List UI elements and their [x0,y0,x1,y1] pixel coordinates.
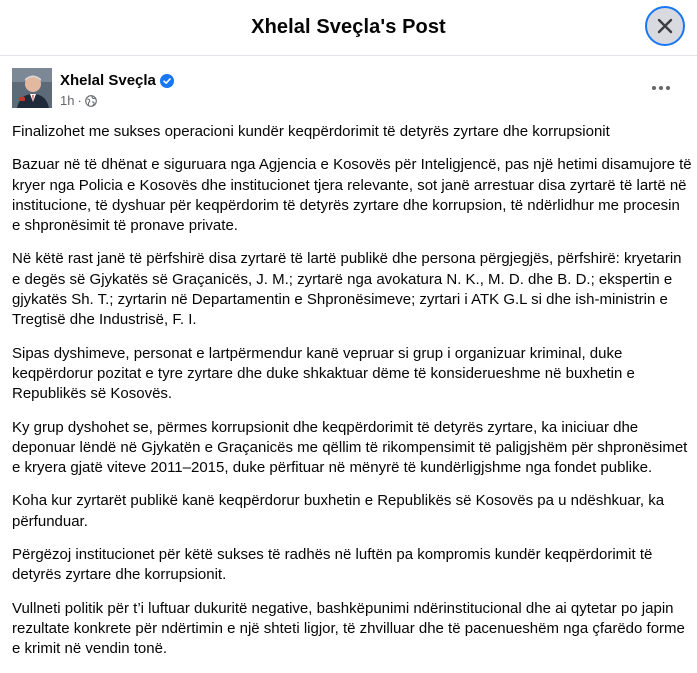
post-paragraph: Sipas dyshimeve, personat e lartpërmendur kanë vepruar si grup i organizuar kriminal, duke keqpërdorur pozitat e tyre zyrtare dhe duke shkaktuar dëme të konsiderueshme në buxhetin e Republikës së Kosovës. [12,344,635,403]
more-horizontal-icon [651,85,671,91]
verified-badge-icon [160,74,174,88]
post-paragraph: Përgëzoj institucionet për këtë sukses të radhës në luftën pa kompromis kundër keqpërdorimit të detyrës zyrtare dhe korrupsionit. [12,546,653,584]
post-text [12,122,692,673]
author-name-line [60,72,174,89]
post-author-row [12,68,685,112]
post-meta [60,93,97,108]
author-name[interactable]: Xhelal Sveçla [60,72,156,89]
post-paragraph: Vullneti politik për t’i luftuar dukuritë negative, bashkëpunimi ndërinstitucional dhe ai qytetar po japin rezultate konkrete për ndërtimin e një shteti ligjor, të zhvilluar dhe të pacenueshëm nga çfarëdo forme e krimit në vendin tonë. [12,599,685,658]
post-timestamp[interactable]: 1h [60,93,75,108]
avatar-image-icon [12,68,52,108]
post-paragraph: Në këtë rast janë të përfshirë disa zyrtarë të lartë publikë dhe persona përgjegjës, përfshirë: kryetarin e degës së Gjykatës së Graçanicës, J. M.; zyrtarë nga avokatura N. K., M. D. dhe B. D.; ekspertin e gjykatës Sh. T.; zyrtarin në Departamentin e Shpronësimeve; zyrtari i ATK G.L si dhe ish-ministrin e Tregtisë dhe Industrisë, F. I. [12,250,682,329]
modal-header [0,0,697,56]
author-avatar[interactable] [12,68,52,108]
post-paragraph: Bazuar në të dhënat e siguruara nga Agjencia e Kosovës për Inteligjencë, pas një hetimi disamujore të kryer nga Policia e Kosovës dhe institucionet tjera relevante, sot janë arrestuar disa zyrtarë të lartë në institucione, të dyshuar për keqpërdorim të detyrës zyrtare dhe korrupsion, të ndërlidhur me procesin e shpronësimit të pronave private. [12,156,692,235]
close-button[interactable] [645,6,685,46]
meta-separator: · [77,93,82,108]
globe-icon[interactable] [85,95,97,107]
modal-title: Xhelal Sveçla's Post [251,16,446,38]
post-paragraph: Ky grup dyshohet se, përmes korrupsionit dhe keqpërdorimit të detyrës zyrtare, ka iniciuar dhe deponuar lëndë në Gjykatën e Graçanicës me qëllim të rikompensimit të paligjshëm për shpronësimet e kryera gjatë viteve 2011–2015, duke përfituar në mënyrë të kundërligjshme nga fondet publike. [12,418,688,477]
post-paragraph: Koha kur zyrtarët publikë kanë keqpërdorur buxhetin e Republikës së Kosovës pa u ndëshkuar, ka përfunduar. [12,492,665,530]
close-icon [656,17,674,35]
post-paragraph: Finalizohet me sukses operacioni kundër keqpërdorimit të detyrës zyrtare dhe korrupsionit [12,123,610,140]
more-options-button[interactable] [645,72,677,104]
